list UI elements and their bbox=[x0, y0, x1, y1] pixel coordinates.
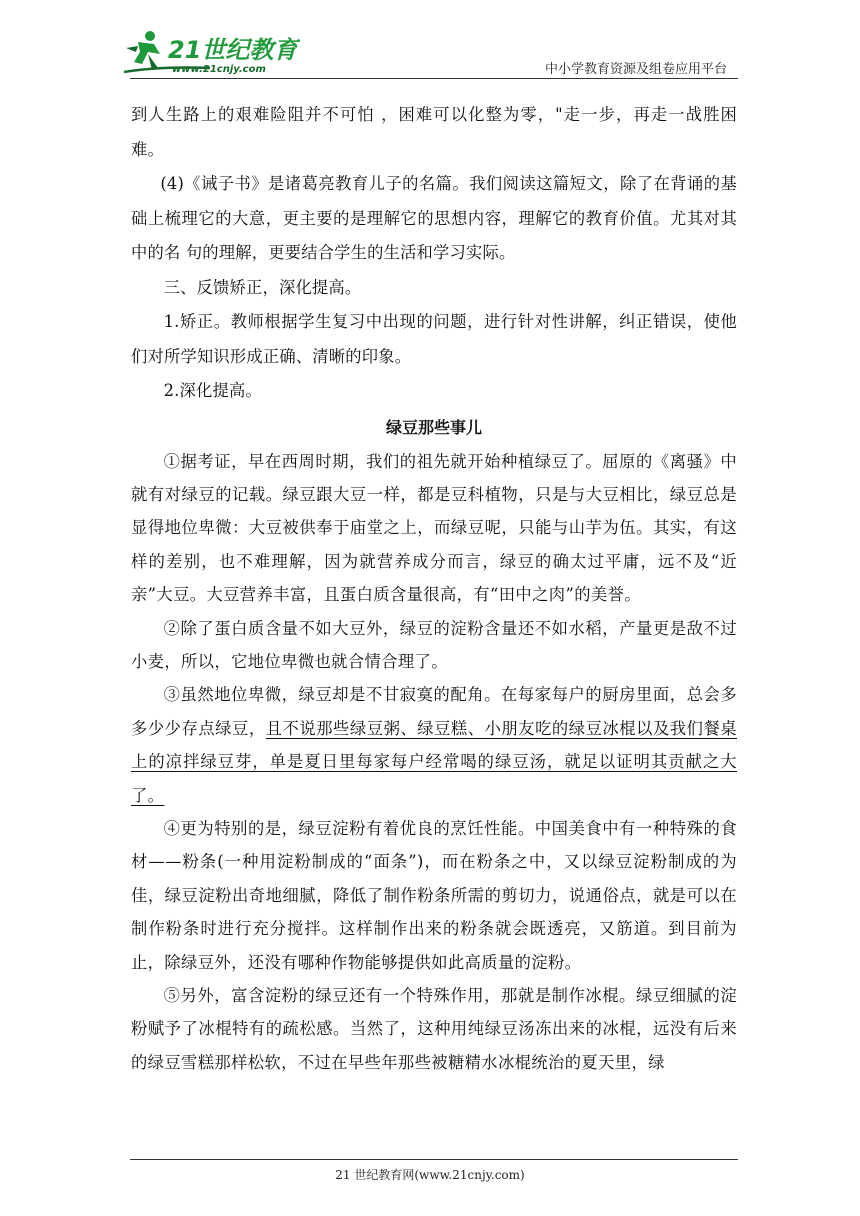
document-body bbox=[131, 98, 737, 1079]
logo-url: www.21cnjy.com bbox=[172, 64, 266, 75]
footer-divider bbox=[130, 1159, 738, 1160]
article-paragraph-1: ①据考证，早在西周时期，我们的祖先就开始种植绿豆了。屈原的《离骚》中就有对绿豆的记载。绿豆跟大豆一样，都是豆科植物，只是与大豆相比，绿豆总是显得地位卑微：大豆被供奉于庙堂之上，而绿豆呢，只能与山芋为伍。其实，有这样的差别，也不难理解，因为就营养成分而言，绿豆的确太过平庸，远不及“近亲”大豆。大豆营养丰富，且蛋白质含量很高，有“田中之肉”的美誉。 bbox=[131, 451, 737, 605]
paragraph-2: (4)《诫子书》是诸葛亮教育儿子的名篇。我们阅读这篇短文，除了在背诵的基础上梳理它的大意，更主要的是理解它的思想内容，理解它的教育价值。尤其对其中的名 句的理解，更要结合学生的生活和学习实际。 bbox=[131, 174, 737, 262]
logo-text: 21世纪教育 bbox=[168, 36, 298, 64]
paragraph-correction: 1.矫正。教师根据学生复习中出现的问题，进行针对性讲解，纠正错误，使他们对所学知识形成正确、清晰的印象。 bbox=[131, 312, 737, 366]
paragraph-deepen: 2.深化提高。 bbox=[163, 381, 262, 400]
article-paragraph-2: ②除了蛋白质含量不如大豆外，绿豆的淀粉含量还不如水稻，产量更是敌不过小麦，所以，它地位卑微也就合情合理了。 bbox=[131, 618, 737, 671]
article-paragraph-5: ⑤另外，富含淀粉的绿豆还有一个特殊作用，那就是制作冰棍。绿豆细腻的淀粉赋予了冰棍特有的疏松感。当然了，这种用纯绿豆汤冻出来的冰棍，远没有后来的绿豆雪糕那样松软，不过在早些年那些被糖精水冰棍统治的夏天里，绿 bbox=[131, 986, 737, 1072]
page-header bbox=[0, 0, 860, 82]
underlined-sentence: 且不说那些绿豆粥、绿豆糕、小朋友吃的绿豆冰棍以及我们餐桌上的凉拌绿豆芽，单是夏日里每家每户经常喝的绿豆汤，就足以证明其贡献之大了。 bbox=[131, 718, 737, 805]
paragraph-1: 到人生路上的艰难险阻并不可怕 ，困难可以化整为零，"走一步，再走一战胜困难。 bbox=[131, 105, 737, 159]
footer-text: 21 世纪教育网(www.21cnjy.com) bbox=[335, 1168, 525, 1182]
section-heading-3: 三、反馈矫正，深化提高。 bbox=[163, 277, 362, 297]
logo-21cnjy bbox=[120, 28, 300, 80]
article-paragraph-3 bbox=[131, 678, 737, 812]
article-title: 绿豆那些事儿 bbox=[385, 417, 482, 437]
platform-name: 中小学教育资源及组卷应用平台 bbox=[544, 62, 727, 77]
article-paragraph-3-lead: ③虽然地位卑微，绿豆却是不甘寂寞的配角。在每家每户的厨房里面，总会多多少少存点绿豆， bbox=[131, 685, 737, 738]
header-divider bbox=[130, 78, 738, 79]
article-paragraph-4: ④更为特别的是，绿豆淀粉有着优良的烹饪性能。中国美食中有一种特殊的食材——粉条(一种用淀粉制成的“面条”)，而在粉条之中，又以绿豆淀粉制成的为佳，绿豆淀粉出奇地细腻，降低了制作粉条所需的剪切力，说通俗点，就是可以在制作粉条时进行充分搅拌。这样制作出来的粉条就会既透亮，又筋道。到目前为止，除绿豆外，还没有哪种作物能够提供如此高质量的淀粉。 bbox=[131, 818, 737, 972]
